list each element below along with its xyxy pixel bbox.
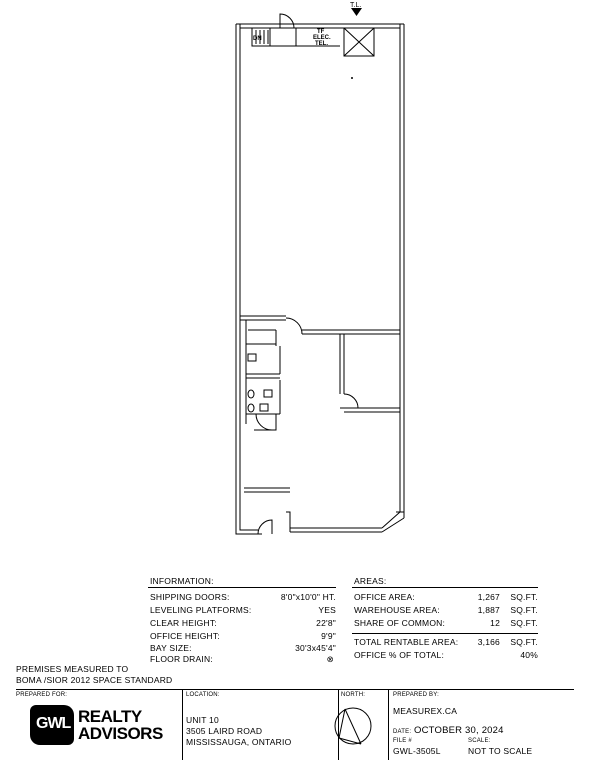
area-unit: SQ.FT. bbox=[510, 618, 538, 628]
tel-label: TEL. bbox=[315, 41, 328, 47]
info-row bbox=[150, 592, 336, 603]
info-row bbox=[150, 631, 336, 642]
info-value: 9'9" bbox=[321, 631, 336, 641]
info-label: CLEAR HEIGHT: bbox=[150, 618, 217, 628]
info-label: FLOOR DRAIN: bbox=[150, 654, 213, 664]
area-label: SHARE OF COMMON: bbox=[354, 618, 446, 628]
dn-label: DN bbox=[253, 36, 262, 42]
info-row bbox=[150, 654, 336, 665]
date-value: OCTOBER 30, 2024 bbox=[414, 725, 504, 736]
door-swing bbox=[258, 520, 272, 534]
info-row bbox=[150, 618, 336, 629]
info-row bbox=[150, 605, 336, 616]
scale-value: NOT TO SCALE bbox=[468, 746, 533, 756]
company-logo bbox=[30, 705, 163, 747]
file-value: GWL-3505L bbox=[393, 746, 441, 756]
bottom-wall bbox=[240, 518, 258, 530]
logo-line1: REALTY bbox=[78, 707, 142, 726]
title-block-divider bbox=[182, 690, 183, 760]
sink-fixture bbox=[264, 390, 272, 397]
floor-drain-symbol bbox=[351, 77, 353, 79]
door-swing bbox=[256, 414, 272, 430]
area-label: WAREHOUSE AREA: bbox=[354, 605, 440, 615]
standard-note-line2: BOMA /SIOR 2012 SPACE STANDARD bbox=[16, 675, 173, 685]
area-label: OFFICE AREA: bbox=[354, 592, 415, 602]
tl-label: T.L. bbox=[350, 2, 362, 9]
total-value: 3,166 bbox=[477, 637, 500, 647]
file-label: FILE # bbox=[393, 738, 412, 744]
title-block-divider bbox=[388, 690, 389, 760]
sink-fixture bbox=[248, 354, 256, 361]
logo-mark-text: GWL bbox=[36, 715, 71, 732]
info-value: 8'0"x10'0" HT. bbox=[280, 592, 336, 602]
divider bbox=[352, 587, 538, 588]
prepared-by-label: PREPARED BY: bbox=[393, 692, 439, 698]
elec-label: ELEC. bbox=[313, 35, 331, 41]
title-block-top-rule bbox=[16, 689, 574, 690]
door-swing bbox=[286, 318, 302, 334]
info-label: SHIPPING DOORS: bbox=[150, 592, 230, 602]
area-value: 1,267 bbox=[477, 592, 500, 602]
prepared-for-label: PREPARED FOR: bbox=[16, 692, 68, 698]
toilet-fixture bbox=[248, 390, 254, 398]
prepared-by-value: MEASUREX.CA bbox=[393, 706, 458, 716]
location-label: LOCATION: bbox=[186, 692, 220, 698]
area-row bbox=[354, 618, 538, 629]
areas-heading: AREAS: bbox=[354, 576, 387, 586]
logo-line2: ADVISORS bbox=[78, 724, 163, 743]
sink-fixture bbox=[260, 404, 268, 411]
divider bbox=[148, 587, 336, 588]
area-value: 1,887 bbox=[477, 605, 500, 615]
location-line: 3505 LAIRD ROAD bbox=[186, 726, 263, 736]
pct-value: 40% bbox=[520, 650, 538, 660]
standard-note-line1: PREMISES MEASURED TO bbox=[16, 664, 129, 674]
info-value: YES bbox=[318, 605, 336, 615]
location-line: UNIT 10 bbox=[186, 715, 219, 725]
door-swing bbox=[344, 394, 358, 408]
north-label: NORTH: bbox=[341, 692, 366, 698]
total-label: TOTAL RENTABLE AREA: bbox=[354, 637, 459, 647]
tl-arrow bbox=[351, 8, 362, 16]
storefront bbox=[382, 512, 400, 528]
door-swing bbox=[280, 14, 294, 28]
date-label: DATE: bbox=[393, 729, 412, 735]
total-row bbox=[354, 637, 538, 648]
scale-label: SCALE: bbox=[468, 738, 491, 744]
area-value: 12 bbox=[490, 618, 500, 628]
info-label: BAY SIZE: bbox=[150, 643, 192, 653]
location-line: MISSISSAUGA, ONTARIO bbox=[186, 737, 292, 747]
info-value: 30'3x45'4" bbox=[295, 643, 336, 653]
door-jamb bbox=[286, 512, 290, 532]
area-row bbox=[354, 605, 538, 616]
info-row bbox=[150, 643, 336, 654]
washroom-wall bbox=[254, 414, 276, 430]
floor-drain-icon: ⊗ bbox=[326, 654, 334, 664]
pct-label: OFFICE % OF TOTAL: bbox=[354, 650, 445, 660]
pct-row bbox=[354, 650, 538, 661]
area-unit: SQ.FT. bbox=[510, 605, 538, 615]
information-heading: INFORMATION: bbox=[150, 576, 214, 586]
tf-label: TF bbox=[317, 29, 325, 35]
total-unit: SQ.FT. bbox=[510, 637, 538, 647]
north-arrow-icon bbox=[331, 704, 375, 748]
divider bbox=[352, 633, 538, 634]
toilet-fixture bbox=[248, 404, 254, 412]
info-value: 22'8" bbox=[316, 618, 336, 628]
info-label: LEVELING PLATFORMS: bbox=[150, 605, 252, 615]
info-label: OFFICE HEIGHT: bbox=[150, 631, 220, 641]
area-row bbox=[354, 592, 538, 603]
area-unit: SQ.FT. bbox=[510, 592, 538, 602]
